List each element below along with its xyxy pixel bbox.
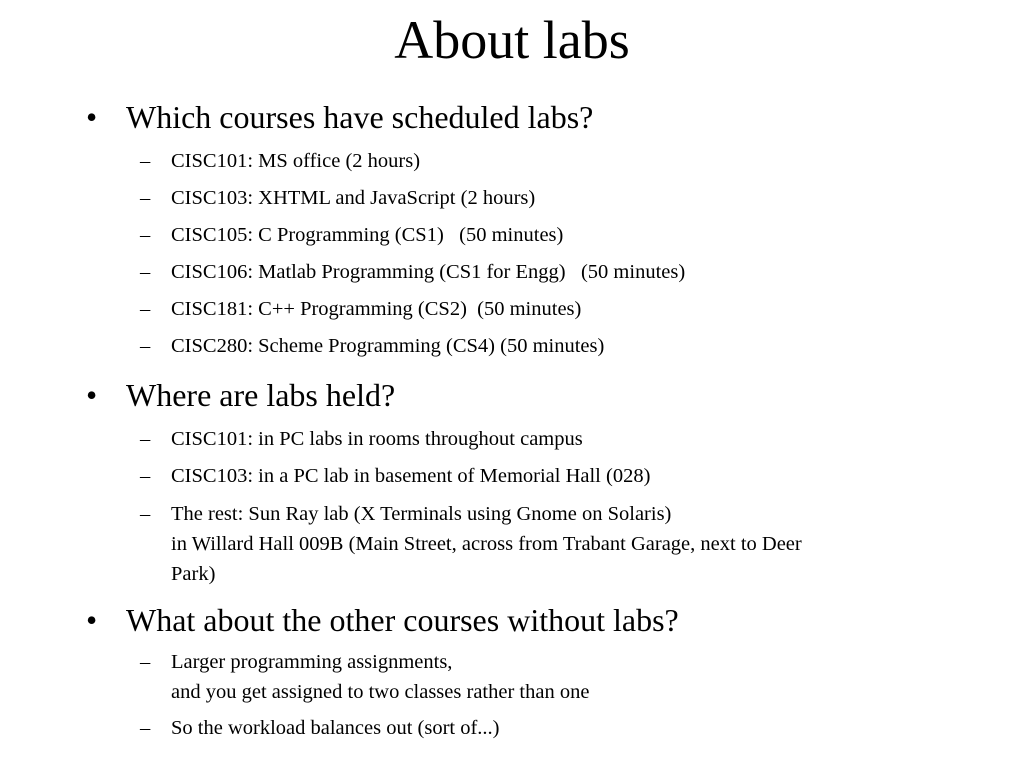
bullet-courses-with-labs [86,97,593,137]
dash-icon: – [140,651,151,673]
sub-item-text: The rest: Sun Ray lab (X Terminals using Gnome on Solaris) in Willard Hall 009B (Main Street, across from Trabant Garage, next to Deer Park) [171,503,802,585]
sub-item-text: CISC101: in PC labs in rooms throughout campus [171,428,583,450]
dash-icon: – [140,503,151,525]
sub-item-text: CISC106: Matlab Programming (CS1 for Engg) (50 minutes) [171,261,686,283]
sub-item-text: CISC280: Scheme Programming (CS4) (50 minutes) [171,335,605,357]
bullet-icon: • [86,99,98,135]
sub-item-text: CISC101: MS office (2 hours) [171,150,421,172]
dash-icon: – [140,335,151,357]
dash-icon: – [140,428,151,450]
bullet-icon: • [86,377,98,413]
dash-icon: – [140,150,151,172]
bullet-icon: • [86,602,98,638]
dash-icon: – [140,465,151,487]
sub-item-text: Larger programming assignments, and you get assigned to two classes rather than one [171,651,590,703]
bullet-text: What about the other courses without labs? [126,602,679,638]
bullet-where-labs-held [86,375,395,415]
dash-icon: – [140,261,151,283]
dash-icon: – [140,298,151,320]
sub-item-text: So the workload balances out (sort of...) [171,717,500,739]
bullet-text: Which courses have scheduled labs? [126,99,594,135]
sub-item-text: CISC103: XHTML and JavaScript (2 hours) [171,187,536,209]
sub-item-text: CISC105: C Programming (CS1) (50 minutes) [171,224,564,246]
dash-icon: – [140,187,151,209]
dash-icon: – [140,224,151,246]
slide-title: About labs [394,10,630,70]
dash-icon: – [140,717,151,739]
sub-item-text: CISC103: in a PC lab in basement of Memorial Hall (028) [171,465,651,487]
sub-item-text: CISC181: C++ Programming (CS2) (50 minutes) [171,298,582,320]
bullet-courses-without-labs [86,600,679,640]
bullet-text: Where are labs held? [126,377,396,413]
